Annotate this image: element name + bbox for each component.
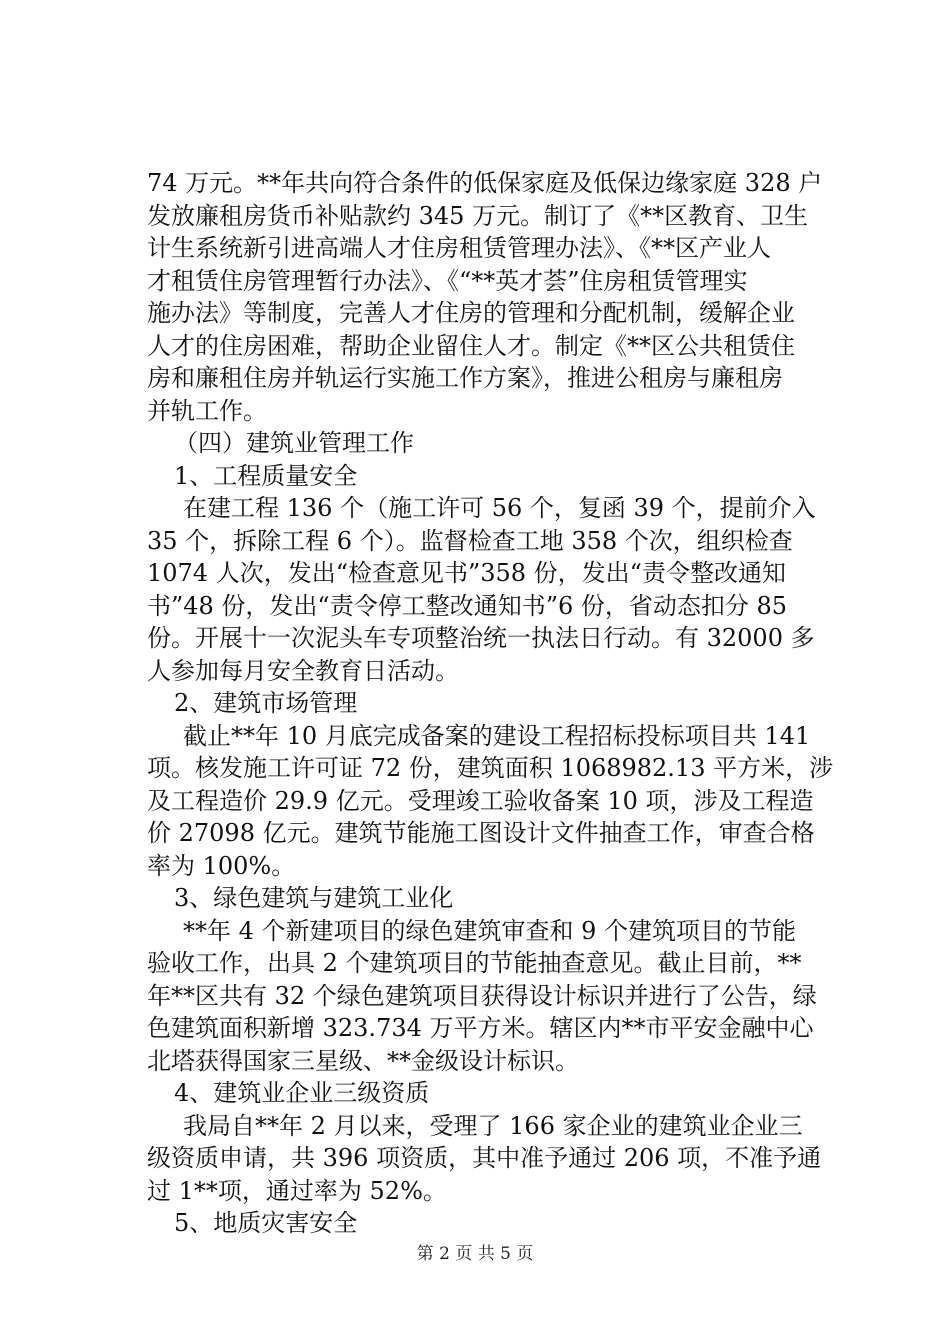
paragraph-line: 色建筑面积新增 323.734 万平方米。辖区内**市平安金融中心 [147, 1014, 814, 1042]
paragraph-line: 书”48 份，发出“责令停工整改通知书”6 份，省动态扣分 85 [147, 591, 788, 620]
paragraph-line: 过 1**项，通过率为 52%。 [147, 1176, 447, 1205]
paragraph-line: 年**区共有 32 个绿色建筑项目获得设计标识并进行了公告，绿 [147, 981, 817, 1010]
paragraph-line: 份。开展十一次泥头车专项整治统一执法日行动。有 32000 多 [147, 624, 815, 652]
paragraph-line: 35 个，拆除工程 6 个）。监督检查工地 358 个次，组织检查 [147, 526, 793, 555]
paragraph-line: 人才的住房困难，帮助企业留住人才。制定《**区公共租赁住 [147, 331, 795, 360]
paragraph-line: 并轨工作。 [147, 396, 267, 425]
heading-line: 3、绿色建筑与建筑工业化 [174, 884, 454, 912]
paragraph-line: 我局自**年 2 月以来，受理了 166 家企业的建筑业企业三 [183, 1111, 803, 1140]
heading-line: 2、建筑市场管理 [174, 689, 358, 717]
page-footer: 第 2 页 共 5 页 [416, 1244, 534, 1264]
paragraph-line: 截止**年 10 月底完成备案的建设工程招标投标项目共 141 [183, 721, 811, 750]
paragraph-line: 发放廉租房货币补贴款约 345 万元。制订了《**区教育、卫生 [147, 201, 809, 230]
paragraph-line: 计生系统新引进高端人才住房租赁管理办法》、《**区产业人 [147, 234, 771, 262]
paragraph-line: 人参加每月安全教育日活动。 [147, 656, 459, 685]
paragraph-line: 及工程造价 29.9 亿元。受理竣工验收备案 10 项，涉及工程造 [147, 786, 814, 815]
paragraph-line: **年 4 个新建项目的绿色建筑审查和 9 个建筑项目的节能 [183, 916, 797, 945]
heading-line: 5、地质灾害安全 [174, 1209, 358, 1237]
paragraph-line: 项。核发施工许可证 72 份，建筑面积 1068982.13 平方米，涉 [147, 754, 834, 782]
paragraph-line: 级资质申请，共 396 项资质，其中准予通过 206 项，不准予通 [147, 1144, 822, 1172]
paragraph-line: 率为 100%。 [147, 851, 296, 880]
paragraph-line: 74 万元。**年共向符合条件的低保家庭及低保边缘家庭 328 户 [147, 169, 823, 197]
heading-line: （四）建筑业管理工作 [174, 429, 414, 457]
paragraph-line: 验收工作，出具 2 个建筑项目的节能抽查意见。截止目前，** [147, 949, 802, 977]
paragraph-line: 房和廉租住房并轨运行实施工作方案》，推进公租房与廉租房 [147, 364, 783, 392]
heading-line: 1、工程质量安全 [174, 461, 358, 490]
paragraph-line: 价 27098 亿元。建筑节能施工图设计文件抽查工作，审查合格 [147, 819, 815, 847]
paragraph-line: 在建工程 136 个（施工许可 56 个，复函 39 个，提前介入 [183, 494, 816, 522]
paragraph-line: 才租赁住房管理暂行办法》、《“**英才荟”住房租赁管理实 [147, 266, 748, 295]
heading-line: 4、建筑业企业三级资质 [174, 1079, 430, 1107]
paragraph-line: 北塔获得国家三星级、**金级设计标识。 [147, 1046, 579, 1075]
paragraph-line: 施办法》等制度，完善人才住房的管理和分配机制，缓解企业 [147, 299, 795, 327]
paragraph-line: 1074 人次，发出“检查意见书”358 份，发出“责令整改通知 [147, 559, 786, 587]
